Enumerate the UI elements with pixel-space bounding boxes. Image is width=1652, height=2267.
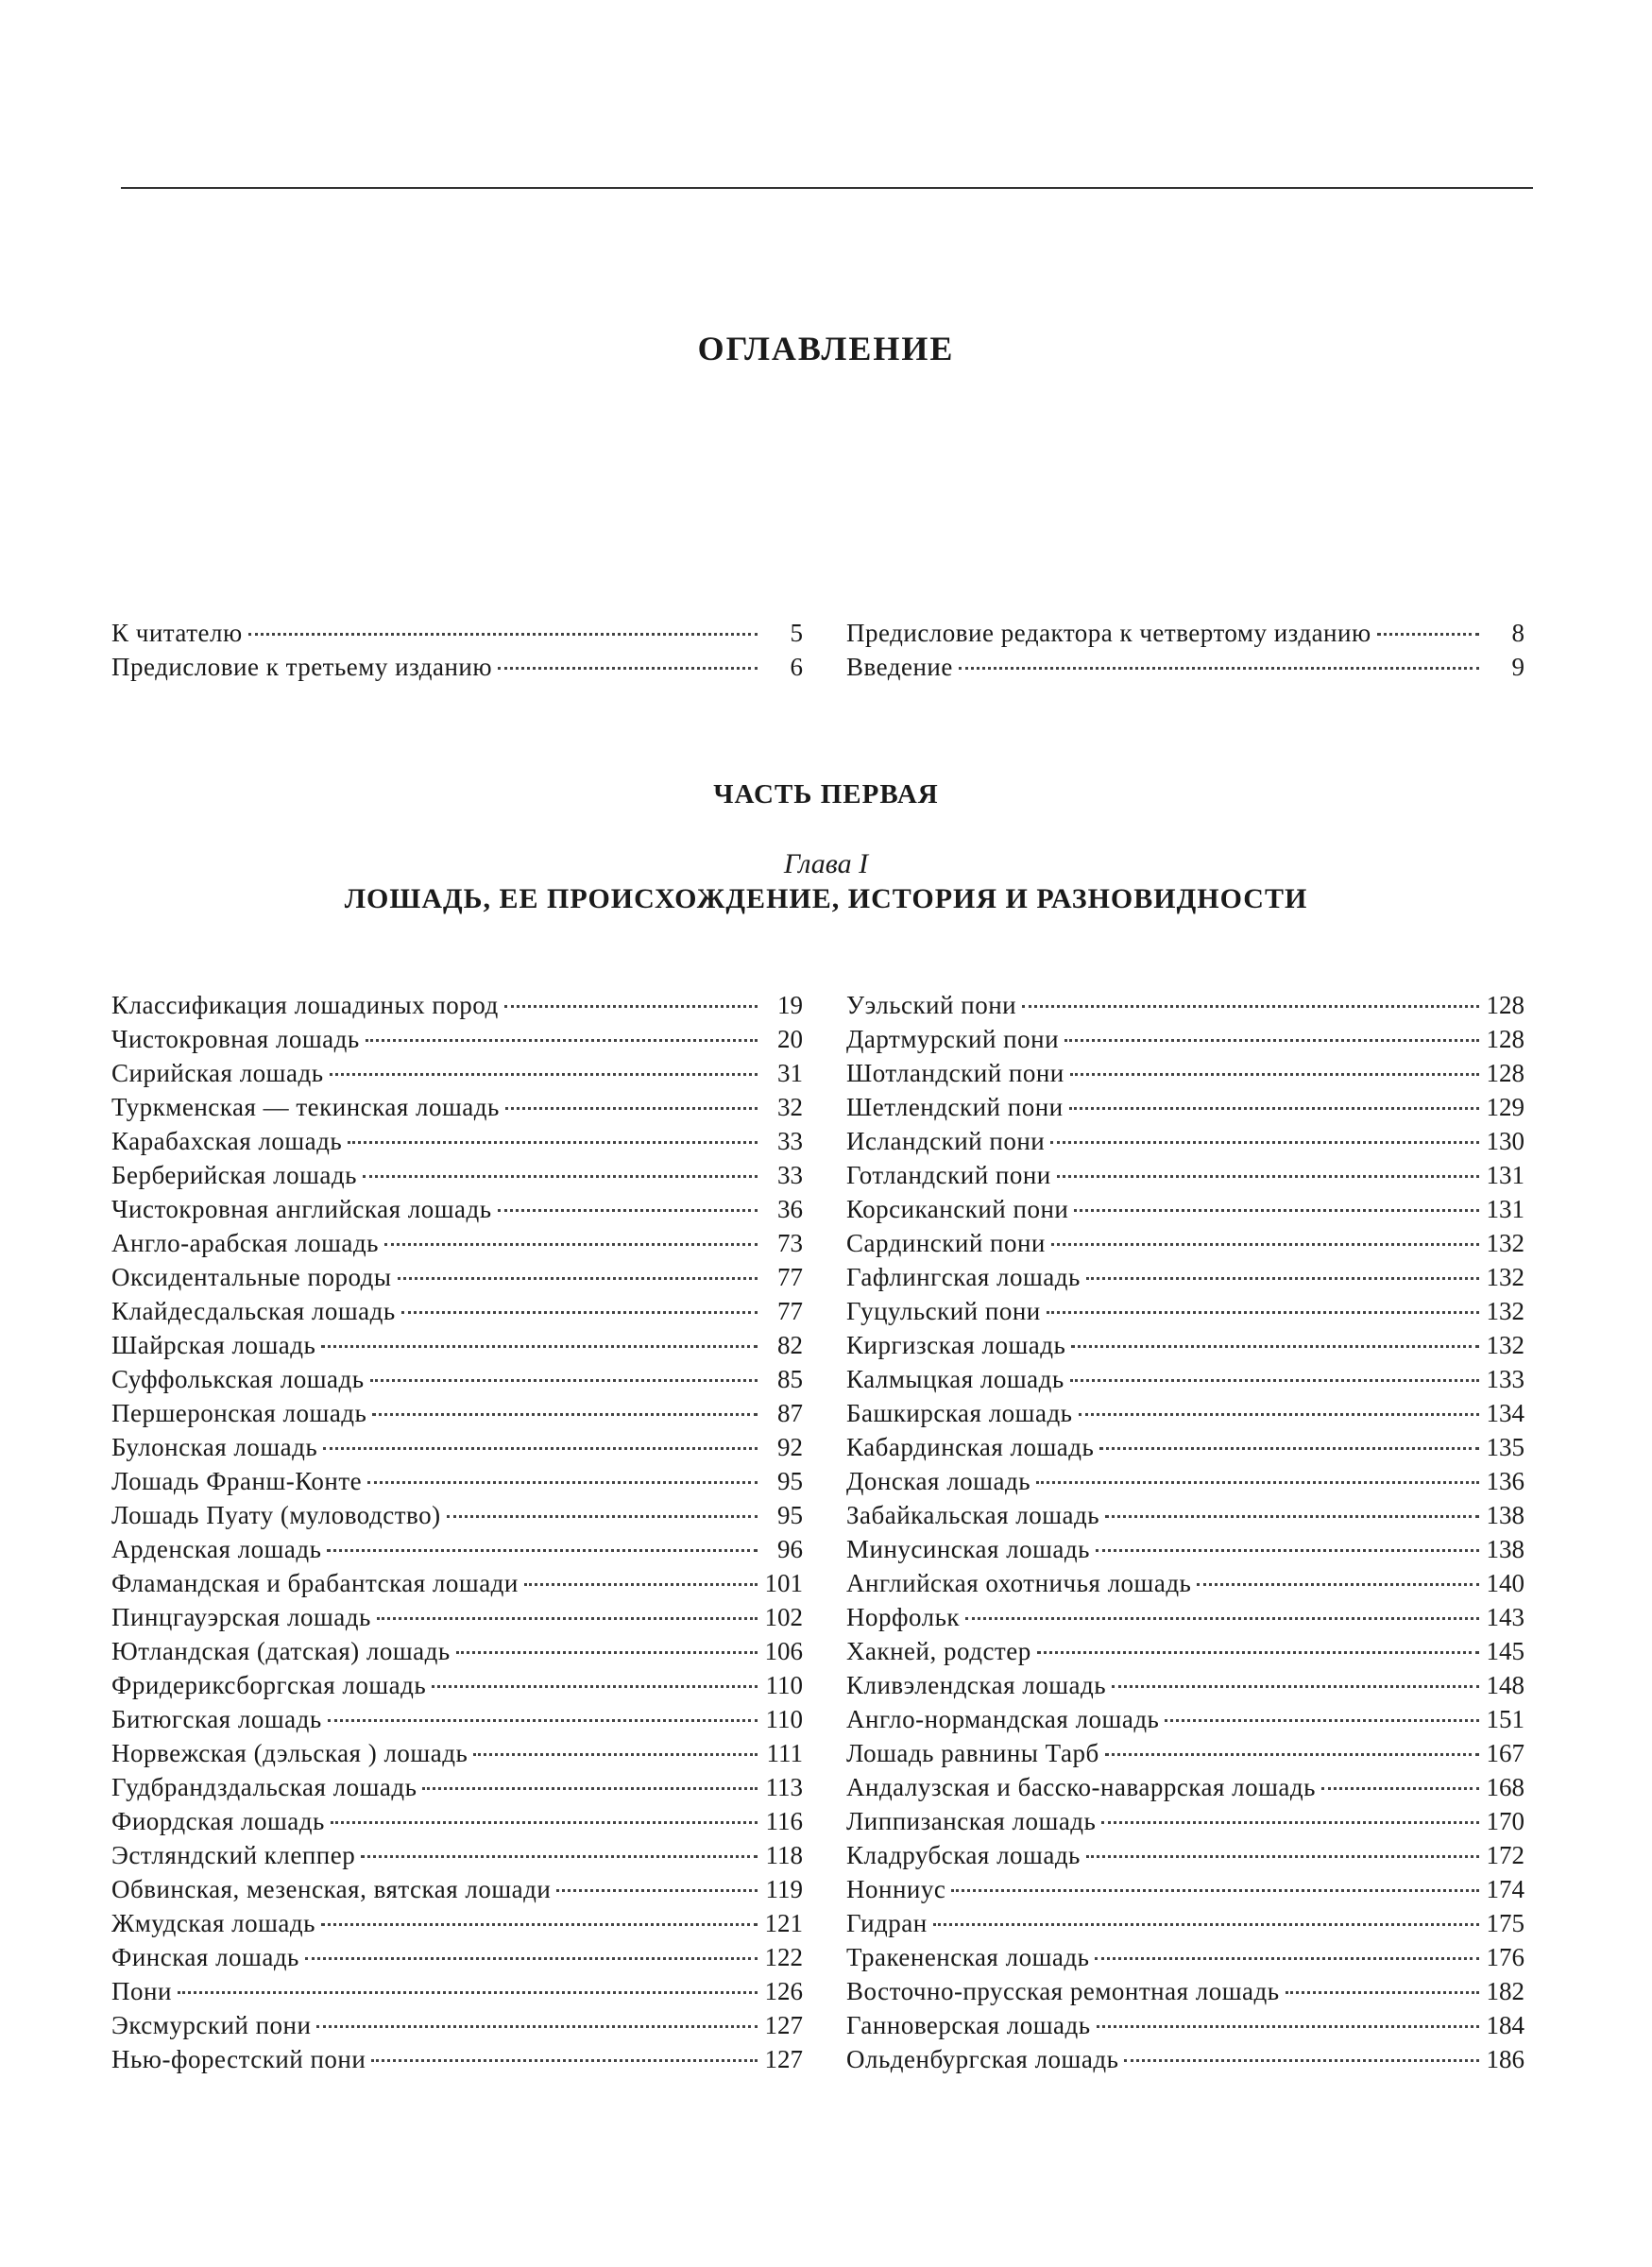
toc-entry-page: 122 — [764, 1943, 803, 1971]
toc-entry[interactable] — [111, 1124, 803, 1158]
dot-leader — [1050, 1141, 1479, 1144]
toc-entry-title: Англо-арабская лошадь — [111, 1229, 379, 1257]
toc-entry[interactable] — [846, 1192, 1524, 1226]
toc-entry[interactable] — [111, 1464, 803, 1498]
toc-entry-page: 127 — [764, 2011, 803, 2039]
toc-entry-title: Ютландская (датская) лошадь — [111, 1637, 451, 1665]
dot-leader — [524, 1583, 758, 1586]
toc-entry[interactable] — [846, 1634, 1524, 1668]
dot-leader — [422, 1787, 758, 1790]
front-matter-right — [846, 616, 1524, 684]
toc-entry[interactable] — [111, 1838, 803, 1872]
toc-entry-page: 132 — [1486, 1229, 1524, 1257]
toc-entry-page: 119 — [765, 1875, 803, 1903]
toc-entry[interactable] — [846, 1396, 1524, 1430]
toc-entry[interactable] — [846, 1600, 1524, 1634]
front-matter-left — [111, 616, 803, 684]
toc-entry[interactable] — [111, 1702, 803, 1736]
toc-entry-title: Норфольк — [846, 1603, 961, 1631]
dot-leader — [361, 1855, 758, 1858]
toc-entry-page: 151 — [1486, 1705, 1524, 1733]
toc-entry-page: 167 — [1486, 1739, 1524, 1767]
toc-entry-title: Шотландский пони — [846, 1059, 1064, 1087]
toc-entry-page: 118 — [765, 1841, 803, 1869]
toc-entry[interactable] — [846, 616, 1524, 650]
toc-entry-page: 128 — [1486, 1025, 1524, 1053]
toc-entry-title: Чистокровная английская лошадь — [111, 1195, 492, 1223]
toc-entry-page: 134 — [1486, 1399, 1524, 1427]
toc-entry-page: 174 — [1486, 1875, 1524, 1903]
toc-entry-page: 33 — [777, 1127, 803, 1155]
dot-leader — [327, 1549, 758, 1552]
toc-entry-page: 170 — [1486, 1807, 1524, 1835]
toc-entry[interactable] — [111, 1022, 803, 1056]
toc-entry-title: Суффолькская лошадь — [111, 1365, 365, 1393]
toc-entry-page: 128 — [1486, 991, 1524, 1019]
dot-leader — [328, 1719, 758, 1722]
toc-entry-page: 136 — [1486, 1467, 1524, 1495]
toc-entry-page: 126 — [764, 1977, 803, 2005]
toc-entry-page: 148 — [1486, 1671, 1524, 1699]
toc-entry-title: Башкирская лошадь — [846, 1399, 1073, 1427]
toc-entry[interactable] — [111, 1056, 803, 1090]
toc-entry-page: 140 — [1486, 1569, 1524, 1597]
dot-leader — [505, 1107, 758, 1110]
dot-leader — [305, 1957, 758, 1960]
toc-entry-page: 131 — [1486, 1195, 1524, 1223]
toc-entry[interactable] — [111, 2008, 803, 2042]
toc-entry[interactable] — [111, 1668, 803, 1702]
toc-entry-title: Восточно-прусская ремонтная лошадь — [846, 1977, 1280, 2005]
dot-leader — [1165, 1719, 1479, 1722]
toc-entry-title: Английская охотничья лошадь — [846, 1569, 1192, 1597]
toc-entry[interactable] — [846, 1498, 1524, 1532]
toc-entry-title: Сирийская лошадь — [111, 1059, 324, 1087]
toc-entry-page: 172 — [1486, 1841, 1524, 1869]
toc-entry[interactable] — [111, 1940, 803, 1974]
toc-entry-title: Ольденбургская лошадь — [846, 2045, 1119, 2073]
toc-entry-page: 176 — [1486, 1943, 1524, 1971]
toc-entry[interactable] — [111, 650, 803, 684]
dot-leader — [1105, 1515, 1479, 1518]
dot-leader — [447, 1515, 758, 1518]
dot-leader — [398, 1277, 758, 1280]
toc-entry-title: Введение — [846, 653, 953, 681]
dot-leader — [432, 1685, 758, 1688]
dot-leader — [1105, 1753, 1479, 1756]
toc-entry-title: Чистокровная лошадь — [111, 1025, 360, 1053]
toc-entry-page: 36 — [777, 1195, 803, 1223]
toc-entry-title: Фридериксборгская лошадь — [111, 1671, 427, 1699]
dot-leader — [1070, 1379, 1479, 1382]
toc-entry-page: 127 — [764, 2045, 803, 2073]
dot-leader — [366, 1039, 758, 1042]
toc-entry[interactable] — [111, 1566, 803, 1600]
toc-entry-page: 77 — [777, 1297, 803, 1325]
toc-entry-page: 95 — [777, 1467, 803, 1495]
toc-entry-page: 96 — [777, 1535, 803, 1563]
toc-entry[interactable] — [846, 1226, 1524, 1260]
toc-entry-title: Фламандская и брабантская лошади — [111, 1569, 519, 1597]
toc-entry[interactable] — [111, 1906, 803, 1940]
toc-entry[interactable] — [846, 1022, 1524, 1056]
dot-leader — [1057, 1175, 1479, 1178]
toc-entry-title: Кливэлендская лошадь — [846, 1671, 1107, 1699]
toc-entry-page: 133 — [1486, 1365, 1524, 1393]
dot-leader — [401, 1311, 758, 1314]
toc-entry-title: Лошадь Пуату (муловодство) — [111, 1501, 441, 1529]
toc-entry-page: 143 — [1486, 1603, 1524, 1631]
toc-entry[interactable] — [111, 1974, 803, 2008]
dot-leader — [456, 1651, 758, 1654]
dot-leader — [1074, 1209, 1479, 1212]
toc-entry[interactable] — [846, 1362, 1524, 1396]
toc-entry-title: Обвинская, мезенская, вятская лошади — [111, 1875, 552, 1903]
toc-entry[interactable] — [111, 1362, 803, 1396]
toc-entry-page: 110 — [765, 1671, 803, 1699]
top-rule — [121, 187, 1533, 189]
toc-entry-page: 5 — [790, 619, 803, 647]
toc-entry-page: 31 — [777, 1059, 803, 1087]
dot-leader — [498, 1209, 758, 1212]
toc-entry-title: Эксмурский пони — [111, 2011, 312, 2039]
toc-entry-page: 6 — [790, 653, 803, 681]
toc-entry[interactable] — [846, 1668, 1524, 1702]
toc-entry[interactable] — [846, 1430, 1524, 1464]
dot-leader — [1086, 1855, 1479, 1858]
dot-leader — [1047, 1311, 1479, 1314]
chapter-label: Глава I — [783, 848, 869, 879]
toc-entry[interactable] — [111, 1260, 803, 1294]
toc-entry[interactable] — [846, 1906, 1524, 1940]
dot-leader — [1051, 1243, 1479, 1246]
toc-entry[interactable] — [111, 2042, 803, 2076]
toc-entry-title: Предисловие к третьему изданию — [111, 653, 493, 681]
dot-leader — [1086, 1277, 1479, 1280]
toc-entry-page: 184 — [1486, 2011, 1524, 2039]
toc-entry-title: Предисловие редактора к четвертому изданию — [846, 619, 1371, 647]
toc-entry-page: 77 — [777, 1263, 803, 1291]
toc-entry-title: Лошадь равнины Тарб — [846, 1739, 1099, 1767]
toc-entry[interactable] — [111, 1498, 803, 1532]
toc-entry[interactable] — [111, 1532, 803, 1566]
toc-entry-title: Уэльский пони — [846, 991, 1017, 1019]
toc-entry[interactable] — [846, 1328, 1524, 1362]
toc-entry-title: Донская лошадь — [846, 1467, 1031, 1495]
toc-entry-page: 20 — [777, 1025, 803, 1053]
toc-entry[interactable] — [846, 1974, 1524, 2008]
toc-entry-page: 128 — [1486, 1059, 1524, 1087]
toc-entry-title: К читателю — [111, 619, 243, 647]
dot-leader — [1022, 1005, 1479, 1008]
toc-entry[interactable] — [111, 1770, 803, 1804]
toc-entry-title: Киргизская лошадь — [846, 1331, 1066, 1359]
toc-entry-title: Битюгская лошадь — [111, 1705, 322, 1733]
toc-entry-page: 168 — [1486, 1773, 1524, 1801]
dot-leader — [959, 667, 1479, 670]
dot-leader — [933, 1923, 1479, 1926]
dot-leader — [370, 1379, 758, 1382]
toc-entry[interactable] — [846, 1702, 1524, 1736]
dot-leader — [1197, 1583, 1479, 1586]
toc-entry-title: Гуцульский пони — [846, 1297, 1041, 1325]
dot-leader — [556, 1889, 758, 1892]
toc-entry[interactable] — [846, 1838, 1524, 1872]
toc-entry-page: 186 — [1486, 2045, 1524, 2073]
toc-entry-title: Кабардинская лошадь — [846, 1433, 1095, 1461]
toc-entry[interactable] — [111, 1804, 803, 1838]
toc-entry-title: Пинцгауэрская лошадь — [111, 1603, 371, 1631]
toc-entry-title: Туркменская — текинская лошадь — [111, 1093, 500, 1121]
toc-entry-title: Забайкальская лошадь — [846, 1501, 1100, 1529]
toc-entry-title: Калмыцкая лошадь — [846, 1365, 1064, 1393]
toc-entry-title: Андалузская и басско-наваррская лошадь — [846, 1773, 1316, 1801]
toc-entry-title: Арденская лошадь — [111, 1535, 322, 1563]
toc-entry-title: Корсиканский пони — [846, 1195, 1069, 1223]
dot-leader — [377, 1617, 758, 1620]
toc-entry-title: Хакней, родстер — [846, 1637, 1031, 1665]
toc-right-column — [846, 988, 1524, 2076]
dot-leader — [363, 1175, 758, 1178]
toc-entry-title: Норвежская (дэльская ) лошадь — [111, 1739, 468, 1767]
toc-entry-title: Ганноверская лошадь — [846, 2011, 1091, 2039]
toc-entry[interactable] — [846, 1464, 1524, 1498]
dot-leader — [504, 1005, 758, 1008]
toc-entry-page: 116 — [765, 1807, 803, 1835]
toc-entry-title: Минусинская лошадь — [846, 1535, 1090, 1563]
toc-entry[interactable] — [111, 1872, 803, 1906]
toc-entry[interactable] — [846, 650, 1524, 684]
dot-leader — [1112, 1685, 1479, 1688]
dot-leader — [372, 1413, 758, 1416]
dot-leader — [1095, 1957, 1479, 1960]
toc-entry-title: Гидран — [846, 1909, 928, 1937]
toc-entry[interactable] — [111, 616, 803, 650]
dot-leader — [323, 1447, 758, 1450]
dot-leader — [348, 1141, 758, 1144]
dot-leader — [1286, 1991, 1479, 1994]
dot-leader — [1069, 1107, 1479, 1110]
toc-entry[interactable] — [846, 1804, 1524, 1838]
toc-entry[interactable] — [846, 1532, 1524, 1566]
toc-entry-page: 129 — [1486, 1093, 1524, 1121]
toc-entry-page: 121 — [764, 1909, 803, 1937]
dot-leader — [367, 1481, 758, 1484]
dot-leader — [248, 633, 758, 636]
toc-entry[interactable] — [111, 1634, 803, 1668]
dot-leader — [951, 1889, 1479, 1892]
toc-left-column — [111, 988, 803, 2076]
toc-entry[interactable] — [846, 1294, 1524, 1328]
dot-leader — [1099, 1447, 1479, 1450]
toc-entry-title: Липпизанская лошадь — [846, 1807, 1097, 1835]
toc-entry-title: Сардинский пони — [846, 1229, 1046, 1257]
part-title: ЧАСТЬ ПЕРВАЯ — [713, 779, 939, 810]
toc-entry[interactable] — [846, 1736, 1524, 1770]
toc-entry-page: 132 — [1486, 1331, 1524, 1359]
toc-entry-page: 175 — [1486, 1909, 1524, 1937]
toc-entry[interactable] — [846, 1158, 1524, 1192]
toc-entry-title: Лошадь Франш-Конте — [111, 1467, 363, 1495]
toc-entry-title: Классификация лошадиных пород — [111, 991, 499, 1019]
toc-entry-title: Берберийская лошадь — [111, 1161, 357, 1189]
dot-leader — [1037, 1651, 1479, 1654]
dot-leader — [321, 1923, 758, 1926]
toc-entry-page: 33 — [777, 1161, 803, 1189]
toc-entry[interactable] — [111, 1294, 803, 1328]
toc-entry[interactable] — [846, 988, 1524, 1022]
toc-entry-page: 92 — [777, 1433, 803, 1461]
toc-entry[interactable] — [846, 2042, 1524, 2076]
toc-entry-title: Пони — [111, 1977, 172, 2005]
toc-entry-title: Гудбрандздальская лошадь — [111, 1773, 417, 1801]
toc-entry[interactable] — [846, 1770, 1524, 1804]
toc-entry[interactable] — [846, 1090, 1524, 1124]
toc-entry[interactable] — [111, 1226, 803, 1260]
toc-entry-title: Готландский пони — [846, 1161, 1051, 1189]
toc-entry[interactable] — [111, 1600, 803, 1634]
toc-entry[interactable] — [111, 1396, 803, 1430]
toc-entry-title: Гафлингская лошадь — [846, 1263, 1081, 1291]
toc-entry-page: 102 — [764, 1603, 803, 1631]
dot-leader — [1071, 1345, 1479, 1348]
toc-entry-title: Жмудская лошадь — [111, 1909, 315, 1937]
toc-entry-page: 95 — [777, 1501, 803, 1529]
toc-entry-page: 19 — [777, 991, 803, 1019]
toc-entry-title: Оксидентальные породы — [111, 1263, 392, 1291]
toc-entry-page: 182 — [1486, 1977, 1524, 2005]
dot-leader — [1124, 2059, 1479, 2062]
dot-leader — [965, 1617, 1479, 1620]
dot-leader — [473, 1753, 758, 1756]
dot-leader — [371, 2059, 758, 2062]
toc-entry-page: 145 — [1486, 1637, 1524, 1665]
toc-entry-title: Першеронская лошадь — [111, 1399, 367, 1427]
dot-leader — [316, 2025, 758, 2028]
chapter-title: ЛОШАДЬ, ЕЕ ПРОИСХОЖДЕНИЕ, ИСТОРИЯ И РАЗНОВИДНОСТИ — [344, 883, 1308, 914]
toc-entry-page: 82 — [777, 1331, 803, 1359]
toc-entry-page: 132 — [1486, 1297, 1524, 1325]
toc-entry[interactable] — [111, 1328, 803, 1362]
toc-entry-title: Тракененская лошадь — [846, 1943, 1090, 1971]
toc-entry-page: 138 — [1486, 1535, 1524, 1563]
toc-entry[interactable] — [111, 1158, 803, 1192]
toc-entry[interactable] — [846, 1124, 1524, 1158]
toc-entry-page: 110 — [765, 1705, 803, 1733]
dot-leader — [1321, 1787, 1479, 1790]
toc-entry-title: Клайдесдальская лошадь — [111, 1297, 396, 1325]
toc-entry[interactable] — [846, 1872, 1524, 1906]
dot-leader — [1377, 633, 1479, 636]
toc-entry-title: Карабахская лошадь — [111, 1127, 343, 1155]
dot-leader — [330, 1073, 758, 1076]
toc-entry[interactable] — [846, 2008, 1524, 2042]
toc-entry-page: 135 — [1486, 1433, 1524, 1461]
toc-entry[interactable] — [111, 1430, 803, 1464]
toc-entry-title: Англо-нормандская лошадь — [846, 1705, 1160, 1733]
toc-entry-title: Шетлендский пони — [846, 1093, 1064, 1121]
dot-leader — [178, 1991, 758, 1994]
toc-entry-page: 101 — [764, 1569, 803, 1597]
toc-entry-page: 85 — [777, 1365, 803, 1393]
dot-leader — [1097, 2025, 1479, 2028]
toc-entry-title: Фиордская лошадь — [111, 1807, 325, 1835]
toc-entry-title: Нью-форестский пони — [111, 2045, 366, 2073]
toc-entry-page: 113 — [765, 1773, 803, 1801]
toc-entry-page: 131 — [1486, 1161, 1524, 1189]
dot-leader — [1079, 1413, 1480, 1416]
toc-entry[interactable] — [846, 1056, 1524, 1090]
toc-entry-title: Дартмурский пони — [846, 1025, 1060, 1053]
toc-entry[interactable] — [111, 988, 803, 1022]
toc-entry-page: 138 — [1486, 1501, 1524, 1529]
toc-entry-page: 8 — [1511, 619, 1524, 647]
toc-entry-title: Булонская лошадь — [111, 1433, 318, 1461]
toc-entry-page: 132 — [1486, 1263, 1524, 1291]
dot-leader — [321, 1345, 758, 1348]
toc-entry[interactable] — [111, 1090, 803, 1124]
toc-entry-page: 106 — [764, 1637, 803, 1665]
toc-entry-title: Нонниус — [846, 1875, 946, 1903]
toc-entry-page: 111 — [766, 1739, 803, 1767]
toc-entry-page: 9 — [1511, 653, 1524, 681]
toc-entry-title: Шайрская лошадь — [111, 1331, 316, 1359]
page-title: ОГЛАВЛЕНИЕ — [697, 330, 955, 367]
dot-leader — [1101, 1821, 1479, 1824]
toc-entry-title: Исландский пони — [846, 1127, 1046, 1155]
toc-entry-page: 73 — [777, 1229, 803, 1257]
toc-entry-page: 87 — [777, 1399, 803, 1427]
toc-entry-page: 130 — [1486, 1127, 1524, 1155]
toc-entry-page: 32 — [777, 1093, 803, 1121]
dot-leader — [384, 1243, 758, 1246]
toc-entry-title: Кладрубская лошадь — [846, 1841, 1081, 1869]
toc-entry-title: Эстляндский клеппер — [111, 1841, 356, 1869]
toc-entry[interactable] — [846, 1260, 1524, 1294]
toc-entry[interactable] — [846, 1566, 1524, 1600]
dot-leader — [331, 1821, 758, 1824]
dot-leader — [1070, 1073, 1479, 1076]
dot-leader — [1036, 1481, 1479, 1484]
dot-leader — [1064, 1039, 1479, 1042]
toc-entry[interactable] — [111, 1192, 803, 1226]
dot-leader — [1096, 1549, 1479, 1552]
toc-entry[interactable] — [846, 1940, 1524, 1974]
toc-entry-title: Финская лошадь — [111, 1943, 299, 1971]
dot-leader — [498, 667, 758, 670]
toc-entry[interactable] — [111, 1736, 803, 1770]
